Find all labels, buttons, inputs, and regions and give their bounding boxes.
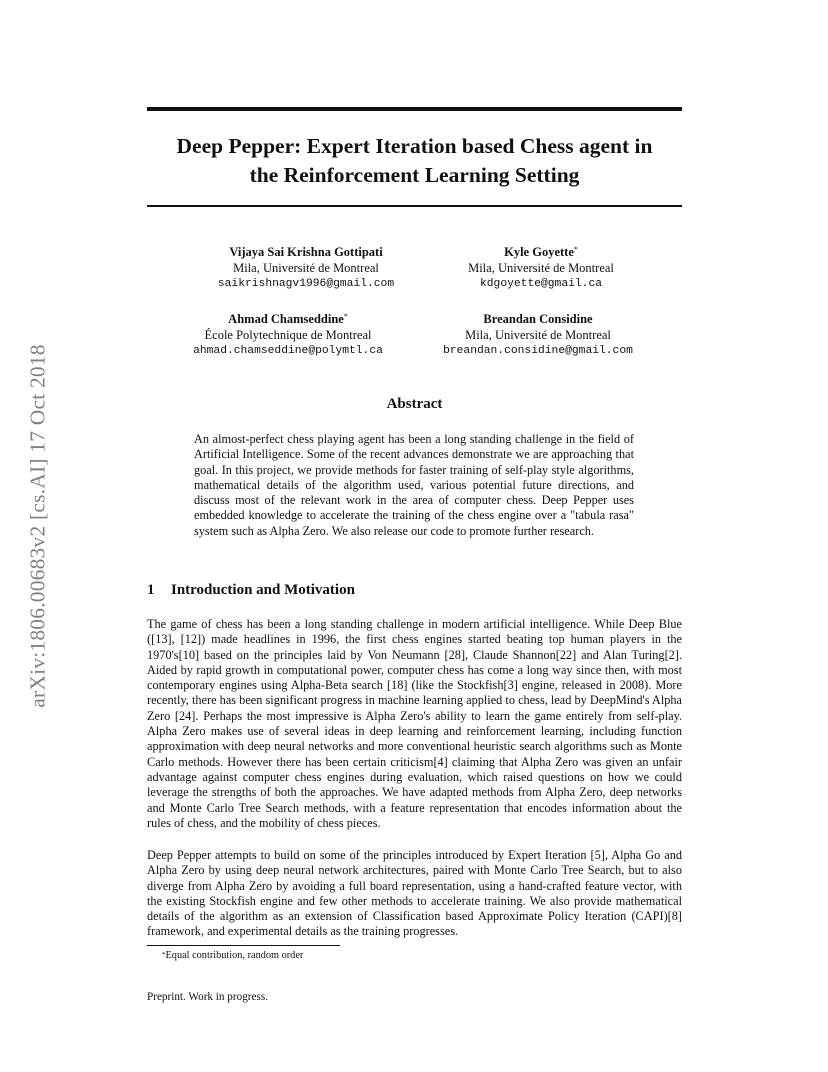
- author-affiliation: Mila, Université de Montreal: [233, 261, 379, 275]
- section-number: 1: [147, 582, 155, 598]
- arxiv-identifier-stamp: arXiv:1806.00683v2 [cs.AI] 17 Oct 2018: [25, 344, 50, 708]
- abstract-heading: Abstract: [386, 396, 443, 412]
- author-affiliation: Mila, Université de Montreal: [465, 328, 611, 342]
- author-affiliation: Mila, Université de Montreal: [468, 261, 614, 275]
- title-line-2: the Reinforcement Learning Setting: [249, 163, 580, 187]
- title-bottom-rule: [147, 205, 682, 207]
- author-email[interactable]: kdgoyette@gmail.ca: [479, 278, 603, 290]
- author-block-4: [408, 311, 668, 359]
- author-affiliation: École Polytechnique de Montreal: [204, 328, 372, 342]
- preprint-note: Preprint. Work in progress.: [147, 991, 269, 1003]
- section-heading: [147, 582, 682, 599]
- author-block-1: [176, 244, 436, 292]
- footnote: [162, 949, 303, 962]
- intro-paragraph-1: The game of chess has been a long standing challenge in modern artificial intelligence. While Deep Blue ([13], [12]) made headlines in 1996, the first chess engines started beating top human players in the 1970's[10] based on the principles laid by Von Neumann [28], Claude Shannon[22] and Alan Turing[2]. Aided by rapid growth in computational power, computer chess has come a long way since then, with most contemporary engines using Alpha-Beta search [18] (like the Stockfish[3] engine, released in 2008). More recently, there has been significant progress in machine learning applied to chess, lead by DeepMind's Alpha Zero [24]. Perhaps the most impressive is Alpha Zero's ability to learn the game entirely from self-play. Alpha Zero makes use of several ideas in deep learning and reinforcement learning, including function approximation with deep neural networks and more conventional heuristic search algorithms such as Monte Carlo methods. However there has been certain criticism[4] claiming that Alpha Zero was given an unfair advantage against computer chess engines during evaluation, which raised questions on how we could leverage the strengths of both the approaches. We have adapted methods from Alpha Zero, deep networks and Monte Carlo Tree Search methods, with a feature representation that encodes information about the rules of chess, and the mobility of chess pieces.: [147, 617, 682, 830]
- author-email[interactable]: breandan.considine@gmail.com: [443, 345, 633, 357]
- title-line-1: Deep Pepper: Expert Iteration based Chess agent in: [176, 134, 653, 158]
- footnote-text: Equal contribution, random order: [165, 950, 304, 961]
- author-name: Breandan Considine: [483, 312, 593, 326]
- footnote-mark: *: [162, 951, 166, 959]
- footnote-rule: [147, 945, 340, 946]
- author-name: Vijaya Sai Krishna Gottipati: [229, 245, 383, 259]
- author-name: Ahmad Chamseddine*: [228, 312, 348, 326]
- intro-paragraph-2: Deep Pepper attempts to build on some of the principles introduced by Expert Iteration [5], Alpha Go and Alpha Zero by using deep neural network architectures, paired with Monte Carlo Tree Search, but to also diverge from Alpha Zero by avoiding a full board representation, using a hand-crafted feature vector, with the existing Stockfish engine and few other methods to accelerate training. We also provide mathematical details of the algorithm as an extension of Classification based Approximate Policy Iteration (CAPI)[8] framework, and experimental details as the training progresses.: [147, 848, 682, 939]
- author-block-3: [158, 311, 418, 359]
- section-title: Introduction and Motivation: [171, 582, 355, 598]
- paper-title: [147, 132, 682, 190]
- author-email[interactable]: ahmad.chamseddine@polymtl.ca: [193, 345, 383, 357]
- author-block-2: [411, 244, 671, 292]
- title-top-rule: [147, 107, 682, 111]
- author-name: Kyle Goyette*: [504, 245, 578, 259]
- abstract-text: An almost-perfect chess playing agent has been a long standing challenge in the field of Artificial Intelligence. Some of the recent advances demonstrate we are approaching that goal. In this project, we provide methods for faster training of self-play style algorithms, mathematical details of the algorithm used, various potential future directions, and discuss most of the relevant work in the area of computer chess. Deep Pepper uses embedded knowledge to accelerate the training of the chess engine over a "tabula rasa" system such as Alpha Zero. We also release our code to promote further research.: [194, 432, 634, 538]
- author-email[interactable]: saikrishnagv1996@gmail.com: [217, 278, 395, 290]
